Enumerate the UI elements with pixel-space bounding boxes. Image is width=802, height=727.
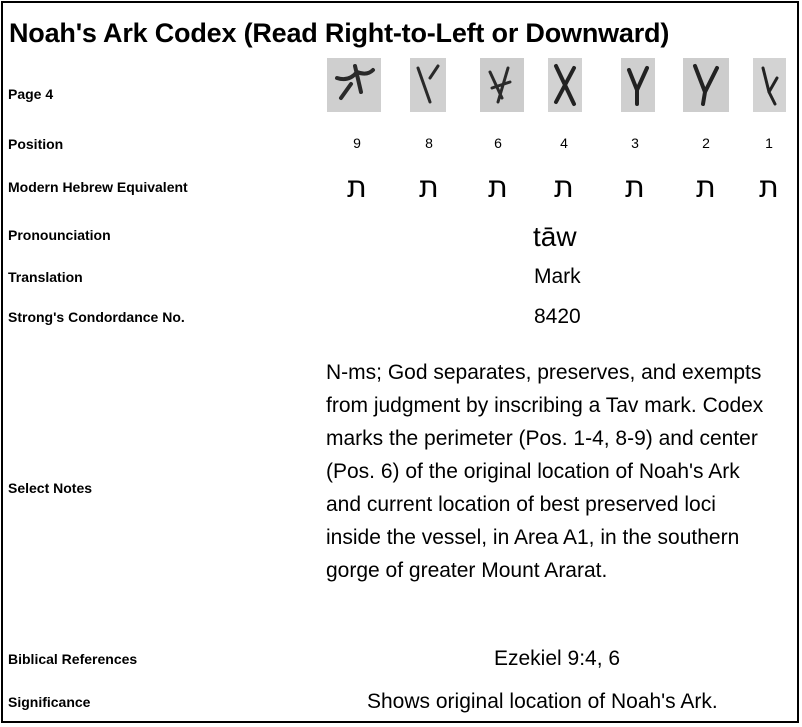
position-number: 4	[560, 135, 568, 151]
label-translation: Translation	[8, 269, 83, 285]
position-number: 3	[631, 135, 639, 151]
label-position: Position	[8, 136, 64, 152]
tav-glyph-photo-6	[480, 58, 524, 112]
tav-glyph-photo-3	[621, 58, 655, 112]
translation-value: Mark	[534, 265, 581, 288]
position-number: 8	[425, 135, 433, 151]
label-significance: Significance	[8, 694, 91, 710]
tav-glyph-photo-2	[683, 58, 729, 112]
tav-glyph-icon	[410, 58, 446, 112]
tav-glyph-photo-4	[548, 58, 582, 112]
label-references: Biblical References	[8, 651, 138, 667]
significance-value: Shows original location of Noah's Ark.	[367, 690, 718, 713]
hebrew-letter: ת	[554, 170, 574, 205]
hebrew-letter: ת	[696, 170, 716, 205]
hebrew-letter: ת	[759, 170, 779, 205]
references-value: Ezekiel 9:4, 6	[494, 647, 621, 670]
hebrew-letter: ת	[488, 170, 508, 205]
hebrew-letter: ת	[625, 170, 645, 205]
strongs-number: 8420	[534, 305, 581, 328]
tav-glyph-icon	[683, 58, 729, 112]
hebrew-letter: ת	[419, 170, 439, 205]
tav-glyph-icon	[621, 58, 655, 112]
tav-glyph-icon	[327, 58, 381, 112]
page-title: Noah's Ark Codex (Read Right-to-Left or Downward)	[9, 18, 670, 48]
tav-glyph-photo-1	[753, 58, 786, 112]
tav-glyph-photo-8	[410, 58, 446, 112]
label-notes: Select Notes	[8, 480, 93, 496]
position-number: 6	[494, 135, 502, 151]
tav-glyph-icon	[480, 58, 524, 112]
position-number: 2	[702, 135, 710, 151]
position-number: 9	[353, 135, 361, 151]
position-number: 1	[765, 135, 773, 151]
hebrew-letter: ת	[347, 170, 367, 205]
notes-text: N-ms; God separates, preserves, and exempts from judgment by inscribing a Tav mark. Codex marks the perimeter (Pos. 1-4, 8-9) and center (Pos. 6) of the original location of Noah's Ark and current location of best preserved loci inside the vessel, in Area A1, in the southern gorge of greater Mount Ararat.	[326, 361, 764, 582]
tav-glyph-icon	[548, 58, 582, 112]
pronunciation-value: tāw	[533, 221, 577, 252]
label-hebrew: Modern Hebrew Equivalent	[8, 179, 188, 195]
tav-glyph-icon	[753, 58, 786, 112]
label-strongs: Strong's Condordance No.	[8, 309, 185, 325]
label-page: Page 4	[8, 86, 54, 102]
label-pronunciation: Pronounciation	[8, 227, 111, 243]
tav-glyph-photo-9	[327, 58, 381, 112]
